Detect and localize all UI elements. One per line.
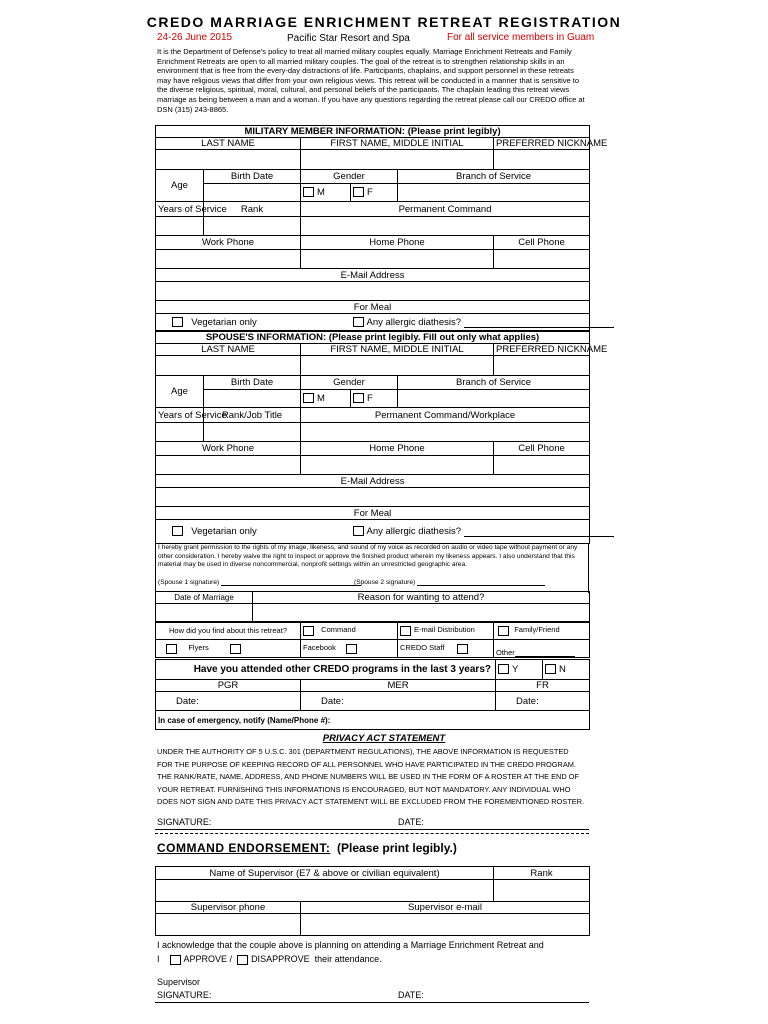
- checkbox-icon[interactable]: [303, 626, 314, 636]
- spouse-birth-date-field[interactable]: [204, 390, 301, 408]
- member-cell-phone-field[interactable]: [494, 250, 590, 269]
- spouse-years-field[interactable]: [156, 423, 204, 442]
- spouse-years-label: Years of Service: [156, 408, 204, 423]
- member-first-name-label: FIRST NAME, MIDDLE INITIAL: [301, 138, 494, 150]
- spouse-command-field[interactable]: [301, 423, 590, 442]
- supervisor-phone-field[interactable]: [156, 914, 301, 936]
- member-home-phone-label: Home Phone: [301, 236, 494, 250]
- privacy-date-label: DATE:: [398, 817, 424, 827]
- found-email-option[interactable]: E-mail Distribution: [398, 622, 494, 640]
- privacy-line: FOR THE PURPOSE OF KEEPING RECORD OF ALL PERSONNEL WHO HAVE PARTICIPATED IN THE CREDO PROGRAM.: [157, 759, 577, 769]
- spouse-meal-label: For Meal: [156, 507, 590, 520]
- spouse-rank-field[interactable]: [204, 423, 301, 442]
- checkbox-icon[interactable]: [303, 187, 314, 197]
- supervisor-signature-line[interactable]: [155, 1002, 589, 1003]
- checkbox-icon[interactable]: [400, 626, 411, 636]
- checkbox-icon[interactable]: [353, 317, 364, 327]
- spouse-command-label: Permanent Command/Workplace: [301, 408, 590, 423]
- spouse-home-phone-field[interactable]: [301, 456, 494, 475]
- member-branch-field[interactable]: [398, 184, 590, 202]
- member-years-label: Years of Service: [156, 202, 204, 217]
- spouse-allergic-option[interactable]: Any allergic diathesis?: [351, 520, 590, 544]
- supervisor-signature-label: SIGNATURE:: [157, 990, 212, 1000]
- reason-field[interactable]: [253, 604, 590, 623]
- spouse-vegetarian-option[interactable]: Vegetarian only: [156, 520, 351, 544]
- privacy-signature-label: SIGNATURE:: [157, 817, 212, 827]
- member-allergic-field[interactable]: [464, 327, 614, 328]
- approval-line: I APPROVE / DISAPPROVE their attendance.: [157, 954, 382, 964]
- member-email-label: E-Mail Address: [156, 269, 590, 282]
- spouse-branch-field[interactable]: [398, 390, 590, 408]
- fr-date-field[interactable]: Date:: [496, 692, 590, 711]
- spouse-work-phone-field[interactable]: [156, 456, 301, 475]
- spouse-nickname-field[interactable]: [494, 356, 590, 376]
- spouse1-signature-line[interactable]: (Spouse 1 signature): [158, 579, 361, 586]
- member-allergic-option[interactable]: Any allergic diathesis?: [351, 314, 590, 331]
- disapprove-checkbox-icon[interactable]: [237, 955, 248, 965]
- member-rank-field[interactable]: [204, 217, 301, 236]
- permission-text: I hereby grant permission to the rights of my image, likeness, and sound of my voice as recorded on audio or video tape without payment or any other consideration. I hereby waive the right to inspect or approve the finished product wherein my likeness appears. I also understand that this material may be used in diverse noncommercial, nonprofit settings within an unrestricted geographic area.: [158, 544, 578, 569]
- spouse-last-name-field[interactable]: [156, 356, 301, 376]
- spouse-rank-label: Rank/Job Title: [204, 408, 301, 423]
- attended-question: Have you attended other CREDO programs in the last 3 years?: [156, 660, 496, 680]
- checkbox-icon[interactable]: [172, 317, 183, 327]
- member-birth-date-field[interactable]: [204, 184, 301, 202]
- attended-yes-option[interactable]: Y: [496, 660, 543, 680]
- supervisor-rank-field[interactable]: [494, 880, 590, 902]
- spouse-work-phone-label: Work Phone: [156, 442, 301, 456]
- member-info-table: [155, 125, 608, 331]
- member-rank-label: Rank: [204, 202, 301, 217]
- retreat-venue: Pacific Star Resort and Spa: [287, 33, 410, 44]
- privacy-line: THE RANK/RATE, NAME, ADDRESS, AND PHONE NUMBERS WILL BE USED IN THE FORM OF A ROSTER AT THE END OF: [157, 772, 580, 782]
- member-last-name-field[interactable]: [156, 150, 301, 170]
- member-heading: MILITARY MEMBER INFORMATION: (Please print legibly): [156, 126, 590, 138]
- spouse-first-name-label: FIRST NAME, MIDDLE INITIAL: [301, 344, 494, 356]
- marriage-date-label: Date of Marriage: [156, 592, 253, 604]
- mer-date-field[interactable]: Date:: [301, 692, 496, 711]
- found-other-option[interactable]: Other: [494, 640, 590, 658]
- member-command-label: Permanent Command: [301, 202, 590, 217]
- supervisor-phone-label: Supervisor phone: [156, 902, 301, 914]
- intro-paragraph: It is the Department of Defense's policy to treat all married military couples equally. Marriage Enrichment Retreats and Family Enrichment Retreats are open to all married military couples. The goal of the retreat is to strengthen relationship skills in an environment that is free from the every-day distractions of life. Participants, chaplains, and support personnel in these retreats may have religious views that differ from your own religious views. This retreat will be conducted in a manner that is sensitive to the diverse religious, spiritual, moral, cultural, and personal beliefs of the participants. The chaplain leading this retreat views marriage as being between a man and a woman. If you have any questions regarding the retreat please call our CREDO office at DSN (315) 243-8865.: [157, 47, 585, 114]
- spouse2-signature-line[interactable]: (Spouse 2 signature): [354, 579, 545, 586]
- member-command-field[interactable]: [301, 217, 590, 236]
- found-question: How did you find about this retreat?: [156, 622, 301, 640]
- found-command-option[interactable]: Command: [301, 622, 398, 640]
- member-birth-date-label: Birth Date: [204, 170, 301, 184]
- member-age-label: Age: [156, 170, 204, 202]
- permission-box: [155, 543, 589, 593]
- checkbox-icon[interactable]: [353, 393, 364, 403]
- checkbox-icon[interactable]: [545, 664, 556, 674]
- approve-checkbox-icon[interactable]: [170, 955, 181, 965]
- member-female-option[interactable]: F: [351, 184, 398, 202]
- fr-label: FR: [496, 680, 590, 692]
- member-cell-phone-label: Cell Phone: [494, 236, 590, 250]
- checkbox-icon[interactable]: [166, 644, 177, 654]
- spouse-heading: SPOUSE'S INFORMATION: (Please print legibly. Fill out only what applies): [156, 332, 590, 344]
- spouse-female-option[interactable]: F: [351, 390, 398, 408]
- emergency-field[interactable]: In case of emergency, notify (Name/Phone #):: [156, 711, 590, 730]
- member-last-name-label: LAST NAME: [156, 138, 301, 150]
- supervisor-rank-label: Rank: [494, 867, 590, 880]
- spouse-age-label: Age: [156, 376, 204, 408]
- member-work-phone-field[interactable]: [156, 250, 301, 269]
- attended-table: [155, 659, 590, 730]
- checkbox-icon[interactable]: [498, 664, 509, 674]
- member-male-option[interactable]: M: [301, 184, 351, 202]
- member-meal-label: For Meal: [156, 301, 590, 314]
- reason-label: Reason for wanting to attend?: [253, 592, 590, 604]
- checkbox-icon[interactable]: [457, 644, 468, 654]
- marriage-table: [155, 591, 590, 623]
- member-years-field[interactable]: [156, 217, 204, 236]
- member-email-field[interactable]: [156, 282, 590, 301]
- spouse-birth-date-label: Birth Date: [204, 376, 301, 390]
- supervisor-table: [155, 866, 590, 936]
- spouse-male-option[interactable]: M: [301, 390, 351, 408]
- retreat-audience: For all service members in Guam: [447, 32, 595, 43]
- member-gender-label: Gender: [301, 170, 398, 184]
- spouse-email-field[interactable]: [156, 488, 590, 507]
- checkbox-icon[interactable]: [498, 626, 509, 636]
- checkbox-icon[interactable]: [303, 393, 314, 403]
- checkbox-icon[interactable]: [346, 644, 357, 654]
- found-table: [155, 621, 590, 658]
- attended-no-option[interactable]: N: [543, 660, 590, 680]
- spouse-nickname-label: PREFERRED NICKNAME: [494, 344, 590, 356]
- privacy-text: [157, 746, 597, 809]
- form-title: CREDO MARRIAGE ENRICHMENT RETREAT REGISTRATION: [146, 14, 622, 30]
- supervisor-email-label: Supervisor e-mail: [301, 902, 590, 914]
- member-home-phone-field[interactable]: [301, 250, 494, 269]
- spouse-first-name-field[interactable]: [301, 356, 494, 376]
- member-first-name-field[interactable]: [301, 150, 494, 170]
- spouse-gender-label: Gender: [301, 376, 398, 390]
- member-work-phone-label: Work Phone: [156, 236, 301, 250]
- spouse-allergic-field[interactable]: [464, 536, 614, 537]
- supervisor-label: Supervisor: [157, 977, 201, 987]
- member-branch-label: Branch of Service: [398, 170, 590, 184]
- checkbox-icon[interactable]: [353, 187, 364, 197]
- supervisor-name-field[interactable]: [156, 880, 494, 902]
- endorsement-heading: COMMAND ENDORSEMENT: (Please print legibly.): [157, 841, 457, 855]
- privacy-line: YOUR RETREAT. FURNISHING THIS INFORMATIONS IS ENCOURAGED, BUT NOT MANDATORY. ANY INDIVIDUAL WHO: [157, 784, 571, 794]
- privacy-line: DOES NOT SIGN AND DATE THIS PRIVACY ACT STATEMENT WILL BE EXCLUDED FROM THE FOREMENTIONED ROSTER.: [157, 797, 585, 807]
- spouse-last-name-label: LAST NAME: [156, 344, 301, 356]
- member-nickname-label: PREFERRED NICKNAME: [494, 138, 590, 150]
- pgr-label: PGR: [156, 680, 301, 692]
- spouse-info-table: [155, 331, 608, 544]
- member-vegetarian-option[interactable]: Vegetarian only: [156, 314, 351, 331]
- supervisor-date-label: DATE:: [398, 990, 424, 1000]
- checkbox-icon[interactable]: [353, 526, 364, 536]
- checkbox-icon[interactable]: [172, 526, 183, 536]
- supervisor-email-field[interactable]: [301, 914, 590, 936]
- found-flyers-option[interactable]: Flyers: [156, 640, 301, 658]
- pgr-date-field[interactable]: Date:: [156, 692, 301, 711]
- marriage-date-field[interactable]: [156, 604, 253, 623]
- privacy-heading: PRIVACY ACT STATEMENT: [322, 733, 446, 744]
- privacy-line: UNDER THE AUTHORITY OF 5 U.S.C. 301 (DEPARTMENT REGULATIONS), THE ABOVE INFORMATION IS REQUESTED: [157, 747, 569, 756]
- privacy-signature-line[interactable]: [155, 829, 589, 830]
- spouse-branch-label: Branch of Service: [398, 376, 590, 390]
- mer-label: MER: [301, 680, 496, 692]
- spouse-cell-phone-field[interactable]: [494, 456, 590, 475]
- found-family-option[interactable]: Family/Friend: [494, 622, 590, 640]
- found-facebook-option[interactable]: Facebook: [301, 640, 398, 658]
- supervisor-name-label: Name of Supervisor (E7 & above or civilian equivalent): [156, 867, 494, 880]
- spouse-home-phone-label: Home Phone: [301, 442, 494, 456]
- retreat-dates: 24-26 June 2015: [157, 32, 233, 43]
- member-nickname-field[interactable]: [494, 150, 590, 170]
- checkbox-icon[interactable]: [230, 644, 241, 654]
- cut-line-divider: [155, 833, 589, 834]
- spouse-email-label: E-Mail Address: [156, 475, 590, 488]
- spouse-cell-phone-label: Cell Phone: [494, 442, 590, 456]
- acknowledge-text: I acknowledge that the couple above is planning on attending a Marriage Enrichment Retreat and: [157, 940, 544, 950]
- found-staff-option[interactable]: CREDO Staff: [398, 640, 494, 658]
